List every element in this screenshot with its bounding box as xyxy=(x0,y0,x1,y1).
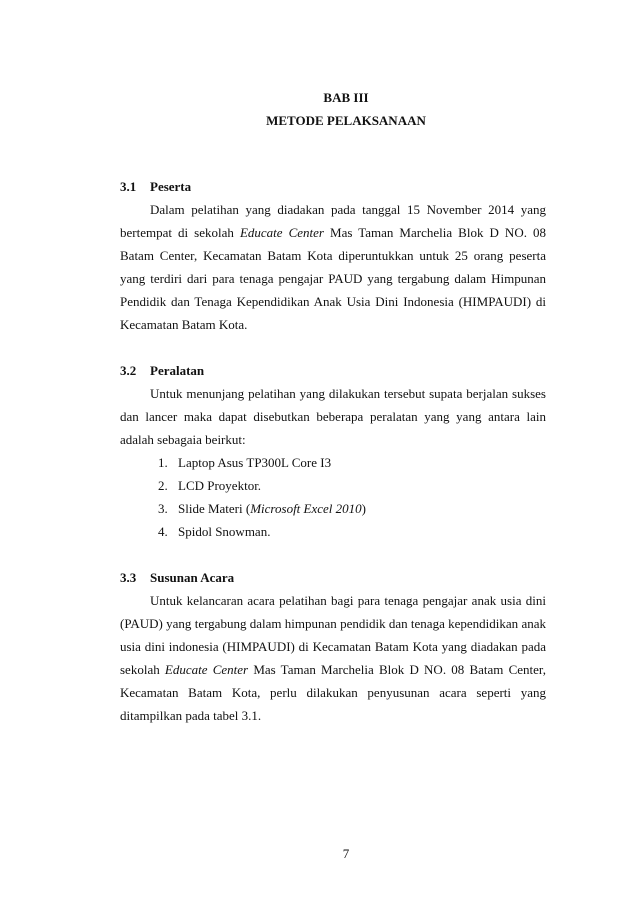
list-item-number: 1. xyxy=(158,455,168,470)
text-run: Untuk kelancaran acara pelatihan bagi para tenaga pengajar anak usia dini (PAUD) yang tergabung dalam himpunan pendidik dan tenaga kependidikan anak usia dini indonesia (HIMPAUDI) di Kecamatan Batam Kota yang diadakan pada sekolah xyxy=(120,593,546,677)
list-item-text: Spidol Snowman. xyxy=(178,524,271,539)
section-title: Peserta xyxy=(150,179,192,194)
text-run: Slide Materi ( xyxy=(178,501,251,516)
list-item xyxy=(158,520,546,543)
equipment-list xyxy=(120,451,546,543)
section-number: 3.3 xyxy=(120,570,137,585)
list-item xyxy=(158,497,546,520)
list-item xyxy=(158,451,546,474)
list-item-text: LCD Proyektor. xyxy=(178,478,262,493)
text-run: Untuk menunjang pelatihan yang dilakukan tersebut supata berjalan sukses dan lancer maka dapat disebutkan beberapa peralatan yang yang antara lain adalah sebagaia beirkut: xyxy=(120,386,546,447)
text-run-italic: Microsoft Excel 2010 xyxy=(250,501,362,516)
text-run: Mas Taman Marchelia Blok D NO. 08 Batam Center, Kecamatan Batam Kota, perlu dilakukan penyusunan acara seperti yang ditampilkan pada tabel 3.1. xyxy=(120,662,546,723)
text-run: Dalam pelatihan yang diadakan pada tanggal 15 November 2014 yang bertempat di sekolah xyxy=(120,202,546,240)
section-heading xyxy=(120,566,546,589)
text-run: Mas Taman Marchelia Blok D NO. 08 Batam Center, Kecamatan Batam Kota diperuntukkan untuk 25 orang peserta yang terdiri dari para tenaga pengajar PAUD yang tergabung dalam Himpunan Pendidik dan Tenaga Kependidikan Anak Usia Dini Indonesia (HIMPAUDI) di Kecamatan Batam Kota. xyxy=(120,225,546,332)
text-run-italic: Educate Center xyxy=(164,662,249,677)
list-item-number: 3. xyxy=(158,501,168,516)
text-run-italic: Educate Center xyxy=(239,225,324,240)
text-run: ) xyxy=(361,501,366,516)
chapter-number: BAB III xyxy=(323,90,369,105)
section-heading xyxy=(120,359,546,382)
section-title: Susunan Acara xyxy=(150,570,235,585)
list-item-number: 2. xyxy=(158,478,168,493)
list-item-text xyxy=(178,497,366,520)
section-number: 3.2 xyxy=(120,363,137,378)
section-paragraph xyxy=(120,382,546,451)
section-number: 3.1 xyxy=(120,179,137,194)
list-item xyxy=(158,474,546,497)
list-item-text: Laptop Asus TP300L Core I3 xyxy=(178,455,332,470)
document-body xyxy=(120,175,546,727)
page-number: 7 xyxy=(342,846,350,861)
section-title: Peralatan xyxy=(150,363,205,378)
section-paragraph xyxy=(120,198,546,336)
chapter-title: METODE PELAKSANAAN xyxy=(266,113,426,128)
list-item-number: 4. xyxy=(158,524,168,539)
section-paragraph xyxy=(120,589,546,727)
section-heading xyxy=(120,175,546,198)
